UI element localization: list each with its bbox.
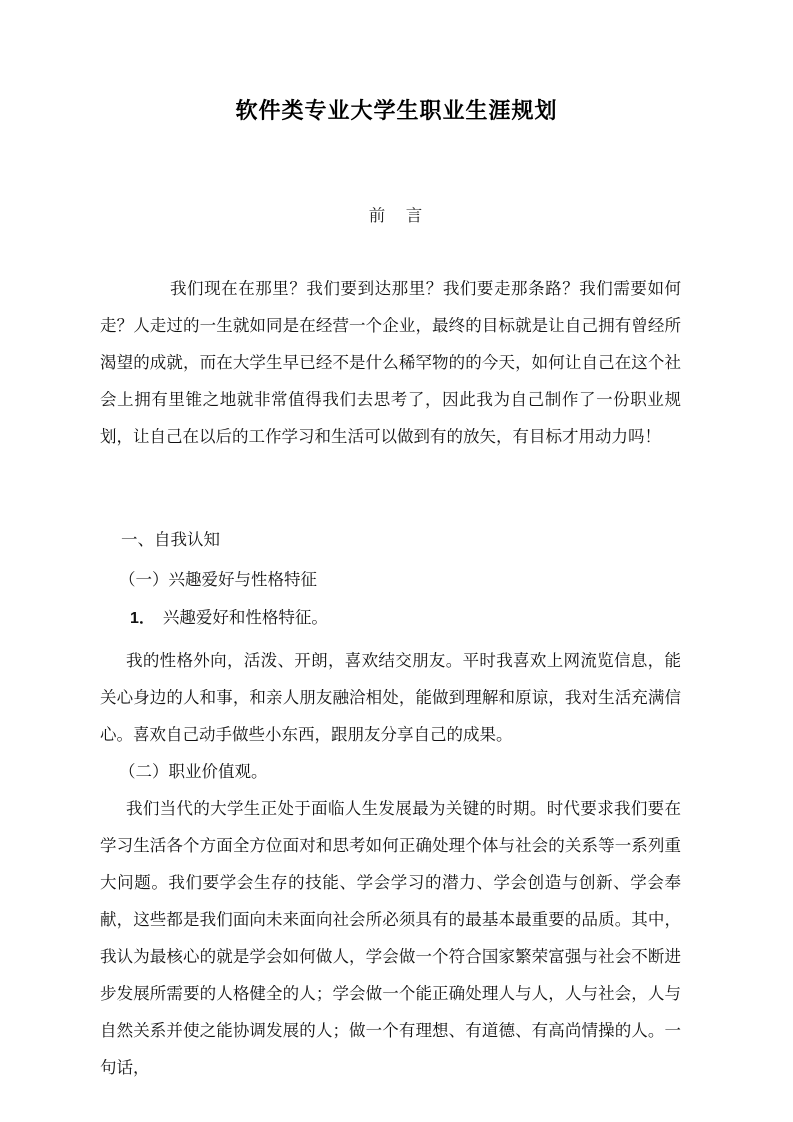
interests-personality-paragraph: 我的性格外向，活泼、开朗，喜欢结交朋友。平时我喜欢上网流览信息，能关心身边的人和事，和亲人朋友融洽相处，能做到理解和原谅，我对生活充满信心。喜欢自己动手做些小东西，跟朋友分享自己的成果。 <box>100 651 681 744</box>
subsection-heading-interests-personality: （一）兴趣爱好与性格特征 <box>119 570 317 589</box>
section-heading-self-cognition: 一、自我认知 <box>121 530 220 549</box>
numbered-item-interests <box>130 599 681 637</box>
preface-paragraph: 我们现在在那里？我们要到达那里？我们要走那条路？我们需要如何走？人走过的一生就如同是在经营一个企业，最终的目标就是让自己拥有曾经所渴望的成就，而在大学生早已经不是什么稀罕物的的今天，如何让自己在这个社会上拥有里锥之地就非常值得我们去思考了，因此我为自己制作了一份职业规划，让自己在以后的工作学习和生活可以做到有的放矢，有目标才用动力吗！ <box>100 279 681 446</box>
preface-heading: 前 言 <box>368 206 425 225</box>
item-number: 1． <box>130 610 155 627</box>
subsection-heading-career-values: （二）职业价值观。 <box>119 762 268 781</box>
document-title: 软件类专业大学生职业生涯规划 <box>235 98 558 123</box>
career-values-paragraph: 我们当代的大学生正处于面临人生发展最为关键的时期。时代要求我们要在学习生活各个方面全方位面对和思考如何正确处理个体与社会的关系等一系列重大问题。我们要学会生存的技能、学会学习的潜力、学会创造与创新、学会奉献，这些都是我们面向未来面向社会所必须具有的最基本最重要的品质。其中，我认为最核心的就是学会如何做人，学会做一个符合国家繁荣富强与社会不断进步发展所需要的人格健全的人；学会做一个能正确处理人与人，人与社会，人与自然关系并使之能协调发展的人；做一个有理想、有道德、有高尚情操的人。一句话， <box>100 799 681 1077</box>
item-title: 兴趣爱好和性格特征。 <box>162 608 328 627</box>
